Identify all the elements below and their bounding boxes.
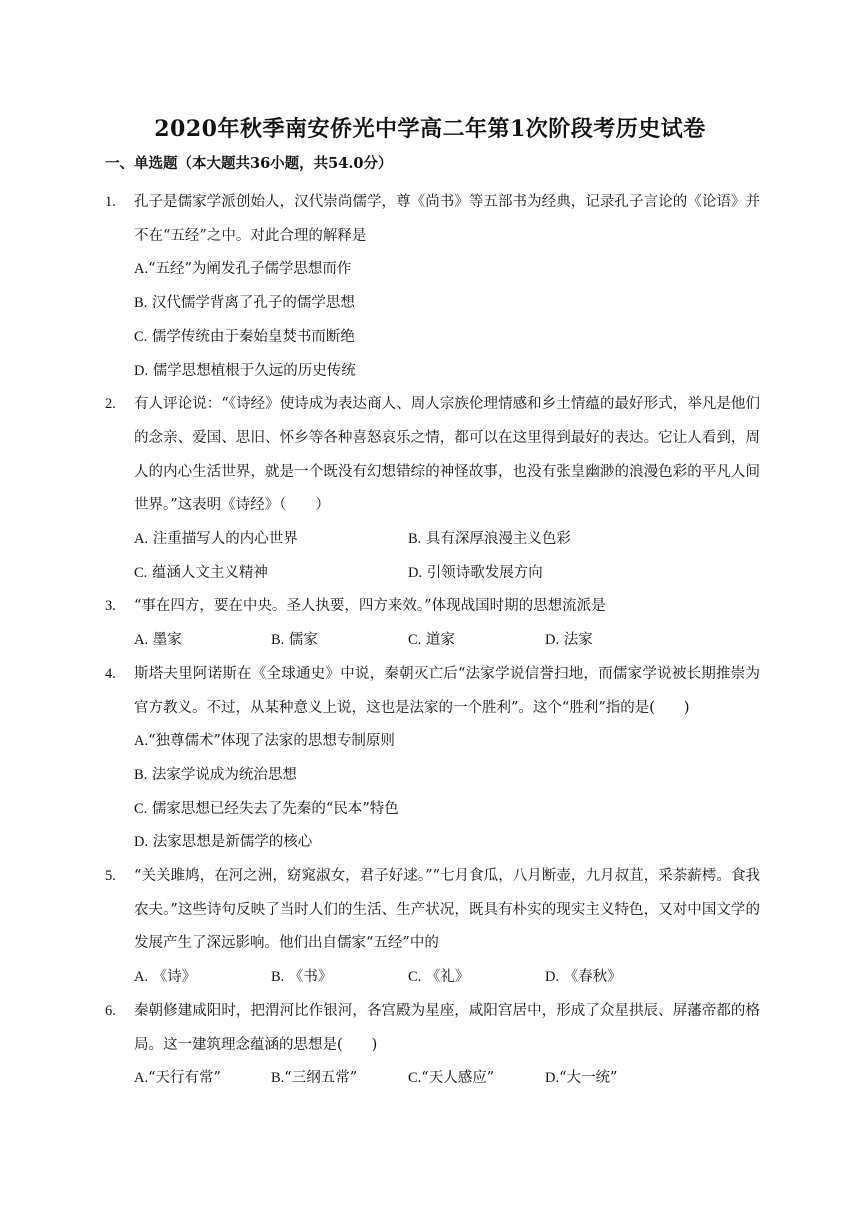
- option-c: [408, 1062, 545, 1096]
- option-d: [545, 1062, 682, 1096]
- option-text: 注重描写人的内心世界: [148, 531, 298, 548]
- option-text: “大一统”: [559, 1070, 618, 1087]
- option-text: 汉代儒学背离了孔子的儒学思想: [147, 295, 355, 312]
- option-row: [134, 624, 760, 658]
- question-3: [105, 590, 760, 657]
- option-letter: C.: [134, 564, 148, 581]
- question-stem: 孔子是儒家学派创始人，汉代崇尚儒学，尊《尚书》等五部书为经典，记录孔子言论的《论语》并不在“五经”之中。对此合理的解释是: [134, 194, 760, 244]
- option-row: [134, 961, 760, 995]
- option-letter: C.: [134, 800, 148, 817]
- option-b: [408, 523, 682, 557]
- section-header: 一、单选题（本大题共36小题，共54.0分）: [105, 155, 393, 172]
- question-number: 5.: [105, 868, 116, 885]
- option-row: [134, 1062, 760, 1096]
- question-number: 1.: [105, 194, 116, 210]
- option-text: 引领诗歌发展方向: [422, 564, 543, 581]
- question-1: [105, 186, 760, 388]
- question-stem: 有人评论说：“《诗经》使诗成为表达商人、周人宗族伦理情感和乡土情蕴的最好形式，举凡是他们的念亲、爱国、思旧、怀乡等各种喜怒哀乐之情，都可以在这里得到最好的表达。它让人看到，周人的内心生活世界，就是一个既没有幻想错综的神怪故事，也没有张皇幽渺的浪漫色彩的平凡人间世界。”这表明《诗经》（ ）: [134, 396, 760, 514]
- option-c: [134, 557, 408, 591]
- option-b: [271, 961, 408, 995]
- option-letter: A.: [134, 632, 149, 649]
- option-c: [134, 321, 760, 355]
- question-4: [105, 658, 760, 860]
- option-text: 蕴涵人文主义精神: [147, 564, 268, 581]
- option-letter: B.: [408, 531, 422, 548]
- option-text: 《诗》: [148, 969, 197, 986]
- question-stem: 斯塔夫里阿诺斯在《全球通史》中说，秦朝灭亡后“法家学说信誉扫地，而儒家学说被长期推崇为官方教义。不过，从某种意义上说，这也是法家的一个胜利”。这个“胜利”指的是( ): [134, 665, 760, 716]
- option-letter: A.: [134, 261, 149, 278]
- option-b: [271, 1062, 408, 1096]
- option-letter: C.: [408, 1070, 422, 1087]
- option-letter: A.: [134, 1070, 149, 1087]
- option-letter: C.: [408, 969, 422, 986]
- question-number: 4.: [105, 665, 116, 682]
- option-b: [134, 287, 760, 321]
- option-b: [271, 624, 408, 658]
- question-number: 3.: [105, 598, 116, 615]
- option-text: 法家: [559, 632, 593, 649]
- option-letter: D.: [408, 564, 423, 581]
- option-text: 具有深厚浪漫主义色彩: [421, 531, 571, 548]
- option-text: 法家学说成为统治思想: [147, 766, 297, 783]
- option-letter: D.: [545, 969, 560, 986]
- question-2: [105, 388, 760, 590]
- option-letter: D.: [545, 632, 560, 649]
- option-c: [408, 624, 545, 658]
- question-stem: 秦朝修建咸阳时，把渭河比作银河，各宫殿为星座，咸阳宫居中，形成了众星拱辰、屏藩帝都的格局。这一建筑理念蕴涵的思想是( ): [134, 1002, 760, 1053]
- question-number: 2.: [105, 396, 116, 413]
- option-text: 墨家: [148, 632, 182, 649]
- option-letter: B.: [271, 632, 285, 649]
- option-letter: D.: [545, 1070, 560, 1087]
- question-stem: “事在四方，要在中央。圣人执要，四方来效。”体现战国时期的思想流派是: [134, 598, 606, 615]
- option-b: [134, 759, 760, 793]
- option-text: 儒家: [284, 632, 318, 649]
- option-row: [134, 523, 760, 557]
- option-d: [408, 557, 682, 591]
- option-a: [134, 1062, 271, 1096]
- option-text: “三纲五常”: [284, 1070, 358, 1087]
- option-letter: B.: [134, 766, 148, 783]
- option-d: [134, 355, 760, 389]
- option-a: [134, 624, 271, 658]
- option-c: [134, 793, 760, 827]
- question-5: [105, 860, 760, 995]
- option-text: 法家思想是新儒学的核心: [148, 834, 313, 851]
- option-d: [545, 624, 682, 658]
- option-a: [134, 725, 760, 759]
- option-text: 《书》: [284, 969, 333, 986]
- option-text: 儒学思想植根于久远的历史传统: [148, 362, 356, 379]
- option-text: 《礼》: [421, 969, 470, 986]
- option-a: [134, 253, 760, 287]
- option-letter: C.: [408, 632, 422, 649]
- option-a: [134, 961, 271, 995]
- option-text: “五经”为阐发孔子儒学思想而作: [148, 261, 352, 278]
- option-letter: A.: [134, 733, 149, 750]
- option-text: “天行有常”: [148, 1070, 221, 1087]
- option-text: 《春秋》: [559, 969, 622, 986]
- option-text: 道家: [421, 632, 455, 649]
- option-letter: D.: [134, 362, 149, 379]
- option-letter: B.: [134, 295, 148, 312]
- option-letter: A.: [134, 531, 149, 548]
- option-a: [134, 523, 408, 557]
- option-row: [134, 557, 760, 591]
- option-text: 儒学传统由于秦始皇焚书而断绝: [147, 328, 355, 345]
- option-letter: A.: [134, 969, 149, 986]
- option-text: “天人感应”: [421, 1070, 495, 1087]
- option-letter: B.: [271, 1070, 285, 1087]
- option-text: 儒家思想已经失去了先秦的“民本”特色: [147, 800, 399, 817]
- option-d: [134, 826, 760, 860]
- option-text: “独尊儒术”体现了法家的思想专制原则: [148, 733, 395, 750]
- option-letter: B.: [271, 969, 285, 986]
- question-list: [105, 186, 760, 1096]
- exam-title: 2020年秋季南安侨光中学高二年第1次阶段考历史试卷: [154, 116, 706, 142]
- option-c: [408, 961, 545, 995]
- question-number: 6.: [105, 1002, 116, 1019]
- option-d: [545, 961, 682, 995]
- option-letter: D.: [134, 834, 149, 851]
- question-stem: “关关雎鸠，在河之洲，窈窕淑女，君子好逑。”“七月食瓜，八月断壶，九月叔苴，采荼薪樗。食我农夫。”这些诗句反映了当时人们的生活、生产状况，既具有朴实的现实主义特色，又对中国文学的发展产生了深远影响。他们出自儒家“五经”中的: [134, 868, 760, 952]
- question-6: [105, 995, 760, 1096]
- option-letter: C.: [134, 328, 148, 345]
